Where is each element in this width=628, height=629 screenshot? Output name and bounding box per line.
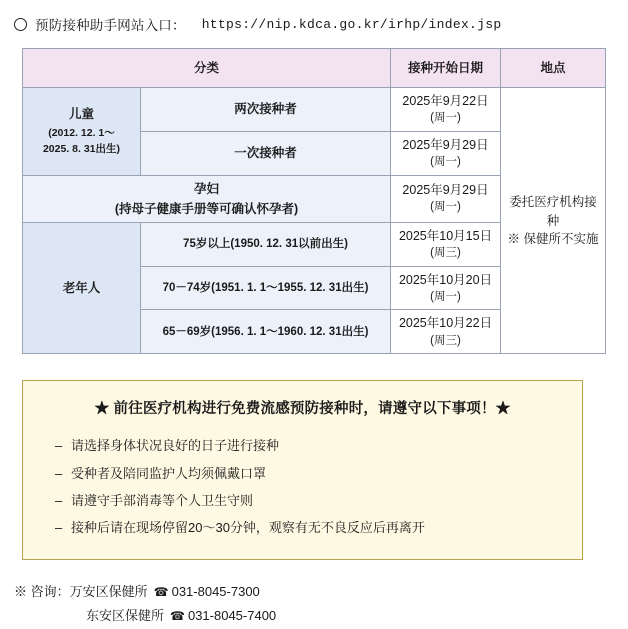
date-elderly-65-69: [391, 310, 501, 354]
header-category: 分类: [23, 49, 391, 88]
contact-center-1-name: 万安区保健所: [69, 584, 148, 600]
site-entry-url[interactable]: https://nip.kdca.go.kr/irhp/index.jsp: [201, 16, 502, 32]
target-elderly-75plus: 75岁以上(1950. 12. 31以前出生): [141, 222, 391, 266]
target-elderly-65-69: 65－69岁(1956. 1. 1～1960. 12. 31出生): [141, 310, 391, 354]
date-elderly-75plus: [391, 222, 501, 266]
contact-row-1: [14, 580, 628, 604]
list-item: – 请选择身体状况良好的日子进行接种: [43, 432, 562, 459]
date-text: 2025年9月29日: [402, 183, 489, 198]
target-children-two-dose: 两次接种者: [141, 88, 391, 132]
group-children-sub-line1: (2012. 12. 1～: [48, 127, 115, 140]
contact-center-2-phone: 031-8045-7400: [187, 608, 277, 624]
telephone-icon: ☎: [153, 585, 169, 600]
target-pregnant-label: 孕妇: [194, 181, 220, 196]
list-item: – 接种后请在现场停留20～30分钟，观察有无不良反应后再离开: [43, 514, 562, 541]
circle-icon: [14, 18, 27, 31]
target-elderly-70-74: 70－74岁(1951. 1. 1～1955. 12. 31出生): [141, 266, 391, 310]
table-row: [23, 88, 606, 132]
date-text: 2025年10月15日: [398, 228, 493, 243]
weekday-text: (周一): [430, 155, 461, 168]
contact-center-1-phone: 031-8045-7300: [171, 584, 260, 600]
group-children-label: 儿童: [68, 106, 94, 121]
weekday-text: (周三): [430, 246, 461, 259]
date-children-one-dose: [391, 131, 501, 175]
location-line-2: ※ 保健所不实施: [507, 231, 599, 246]
site-entry-label: 预防接种助手网站入口：: [35, 18, 186, 33]
date-text: 2025年9月22日: [402, 94, 489, 108]
date-children-two-dose: [391, 88, 501, 132]
target-children-one-dose: 一次接种者: [141, 131, 391, 175]
group-elderly-label: 老年人: [62, 280, 101, 295]
weekday-text: (周一): [430, 290, 461, 303]
site-entry-line: [0, 0, 628, 34]
vaccination-schedule-table: [22, 48, 606, 354]
group-elderly: [23, 222, 141, 353]
location-line-1: 委托医疗机构接种: [509, 195, 597, 228]
date-text: 2025年9月29日: [402, 137, 489, 152]
header-start-date: 接种开始日期: [391, 49, 501, 88]
weekday-text: (周三): [430, 334, 461, 347]
date-elderly-70-74: [391, 266, 501, 310]
contact-footer: [14, 580, 628, 628]
list-item: – 请遵守手部消毒等个人卫生守则: [43, 487, 562, 514]
notice-box: [22, 380, 583, 560]
notice-title: ★ 前往医疗机构进行免费流感预防接种时，请遵守以下事项！★: [94, 401, 511, 418]
telephone-icon: ☎: [170, 609, 185, 624]
table-header-row: [23, 49, 606, 88]
group-children: [23, 88, 141, 176]
group-children-sub-line2: 2025. 8. 31出生): [42, 142, 121, 155]
target-pregnant: [23, 175, 391, 222]
contact-prefix: ※ 咨询：: [14, 584, 70, 600]
list-item: – 受种者及陪同监护人均须佩戴口罩: [43, 460, 562, 487]
date-text: 2025年10月22日: [398, 316, 493, 331]
weekday-text: (周一): [430, 112, 461, 125]
weekday-text: (周一): [430, 201, 461, 214]
date-text: 2025年10月20日: [398, 272, 493, 287]
contact-center-2-name: 东安区保健所: [86, 608, 165, 624]
contact-row-2: [14, 604, 628, 628]
header-location: 地点: [501, 49, 606, 88]
notice-list: [43, 432, 562, 541]
date-pregnant: [391, 175, 501, 222]
location-cell: [501, 88, 606, 354]
target-pregnant-note: (持母子健康手册等可确认怀孕者): [114, 201, 299, 216]
